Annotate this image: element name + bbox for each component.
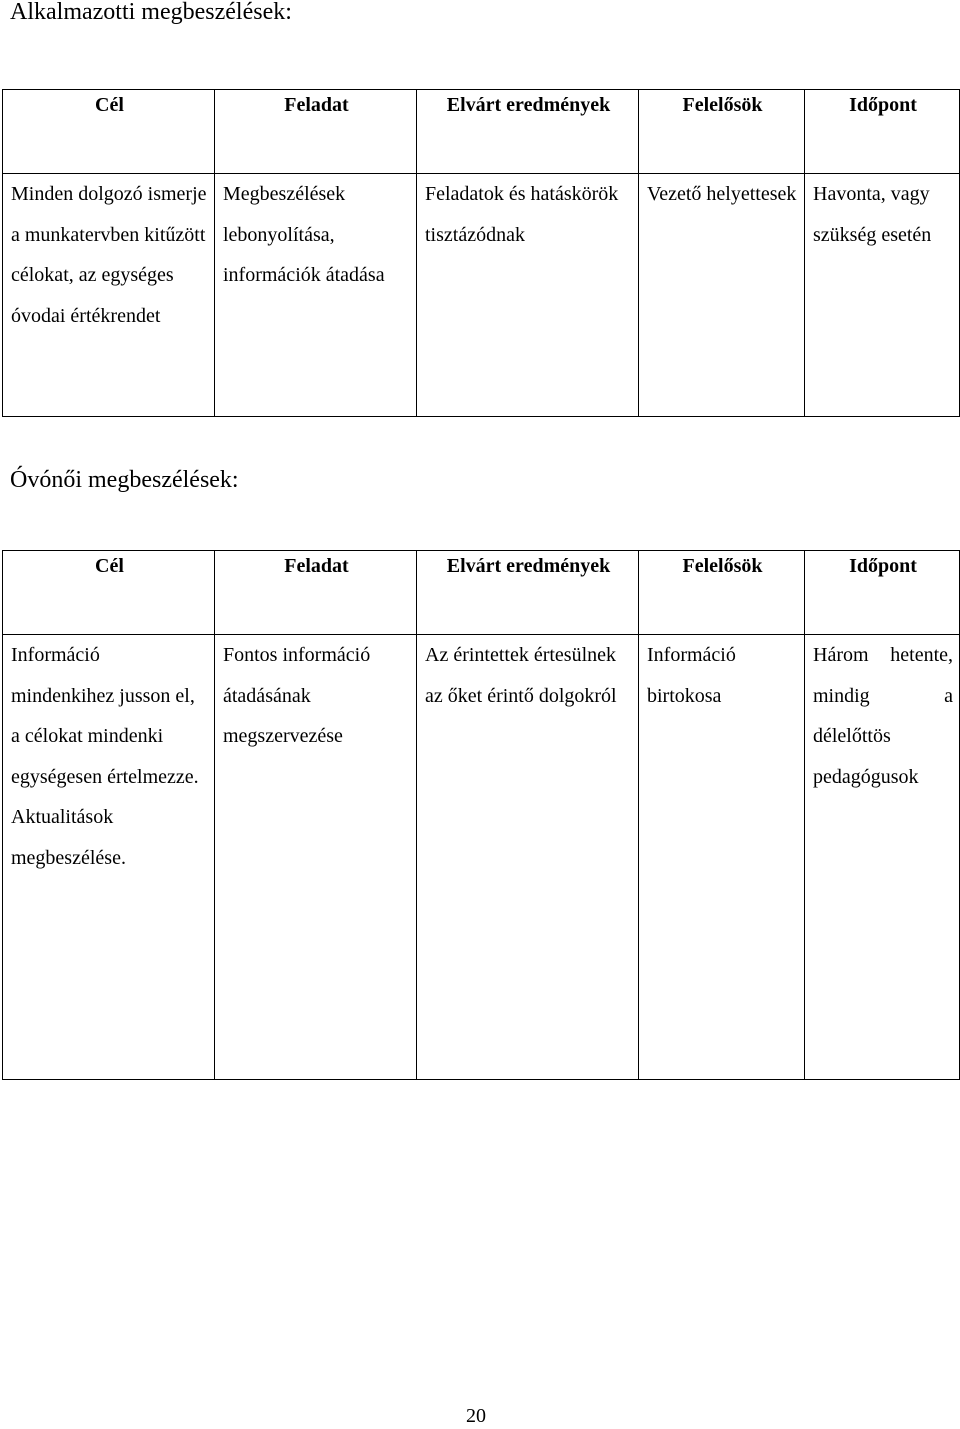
column-header-elvart-eredmenyek: Elvárt eredmények <box>417 90 639 174</box>
cell-feladat: Fontos információ átadásának megszervezése <box>215 635 417 1080</box>
column-header-elvart-eredmenyek: Elvárt eredmények <box>417 551 639 635</box>
ovonoi-meetings-table <box>2 550 960 1080</box>
alkalmazotti-meetings-table <box>2 89 960 417</box>
cell-elvart-eredmeny: Az érintettek értesülnek az őket érintő dolgokról <box>417 635 639 1080</box>
section-heading-alkalmazotti: Alkalmazotti megbeszélések: <box>10 0 292 25</box>
cell-elvart-eredmeny: Feladatok és hatáskörök tisztázódnak <box>417 174 639 417</box>
section-heading-ovonoi: Óvónői megbeszélések: <box>10 467 239 493</box>
table-row <box>3 174 960 417</box>
column-header-feladat: Feladat <box>215 551 417 635</box>
cell-felelos: Vezető helyettesek <box>639 174 805 417</box>
table-header-row <box>3 551 960 635</box>
cell-idopont: Havonta, vagy szükség esetén <box>805 174 960 417</box>
cell-cel: Információ mindenkihez jusson el, a célokat mindenki egységesen értelmezze. Aktualitások megbeszélése. <box>3 635 215 1080</box>
column-header-idopont: Időpont <box>805 551 960 635</box>
column-header-cel: Cél <box>3 90 215 174</box>
cell-cel: Minden dolgozó ismerje a munkatervben kitűzött célokat, az egységes óvodai értékrendet <box>3 174 215 417</box>
cell-felelos: Információ birtokosa <box>639 635 805 1080</box>
column-header-felelosok: Felelősök <box>639 90 805 174</box>
page-number: 20 <box>466 1405 486 1427</box>
cell-feladat: Megbeszélések lebonyolítása, információk átadása <box>215 174 417 417</box>
cell-idopont: Három hetente, mindig a délelőttös pedagógusok <box>805 635 960 1080</box>
column-header-cel: Cél <box>3 551 215 635</box>
column-header-feladat: Feladat <box>215 90 417 174</box>
table-row <box>3 635 960 1080</box>
table-header-row <box>3 90 960 174</box>
column-header-idopont: Időpont <box>805 90 960 174</box>
column-header-felelosok: Felelősök <box>639 551 805 635</box>
